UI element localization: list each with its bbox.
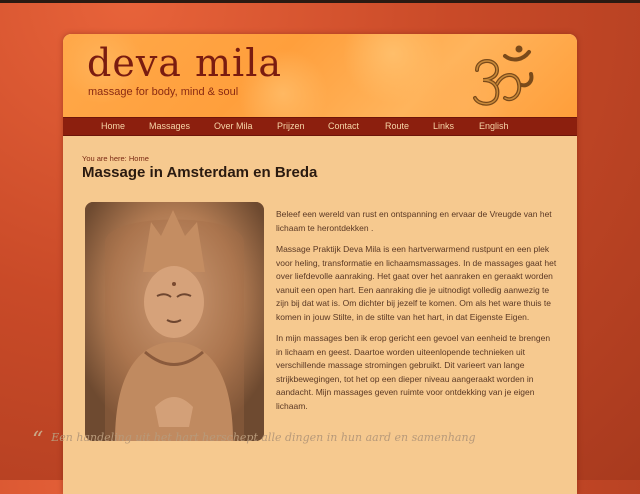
paragraph: Massage Praktijk Deva Mila is een hartverwarmend rustpunt en een plek voor heling, transformatie en lichaamsmassages. In de massages gaat het over liefdevolle aanraking. Het gaat over het aanraken en geraakt worden vanuit een open hart. Een aanraking die je uitnodigt volledig aanwezig te zijn bij dat wat is. Om dichter bij jezelf te komen. Om als het ware thuis te komen in jouw Stilte, in de stilte van het hart, in dat Eigenste Eigen. xyxy=(276,244,557,322)
quote-mark-icon: “ xyxy=(32,428,44,453)
nav-item-contact[interactable]: Contact xyxy=(328,121,360,131)
site-header xyxy=(63,34,577,117)
nav-item-english[interactable]: English xyxy=(479,121,509,131)
top-bar xyxy=(0,0,640,3)
page-title: Massage in Amsterdam en Breda xyxy=(82,164,318,181)
om-symbol-icon xyxy=(467,42,543,112)
quote xyxy=(32,428,476,453)
main-nav xyxy=(63,117,577,136)
breadcrumb-home-link[interactable]: Home xyxy=(128,154,149,163)
paragraph: In mijn massages ben ik erop gericht een gevoel van eenheid te brengen in lichaam en geest. Daartoe worden uiteenlopende technieken uit verschillende massage stromingen gebruikt. Dit varieert van lange strijkbewegingen, tot het op een dieper niveau aangeraakt worden in aandacht. Mijn massages geven ruimte voor ontdekking van je eigen lichaam. xyxy=(276,333,551,411)
site-tagline: massage for body, mind & soul xyxy=(88,86,239,98)
site-logo[interactable]: deva mila xyxy=(87,41,283,85)
nav-item-prijzen[interactable]: Prijzen xyxy=(277,121,305,131)
page-container xyxy=(63,34,577,494)
paragraph: Beleef een wereld van rust en ontspanning en ervaar de Vreugde van het lichaam te herontdekken . xyxy=(276,209,552,233)
statue-illustration xyxy=(85,202,264,441)
intro-text xyxy=(276,208,558,421)
nav-item-over-mila[interactable]: Over Mila xyxy=(214,121,253,131)
nav-item-massages[interactable]: Massages xyxy=(149,121,191,131)
breadcrumb xyxy=(82,154,149,163)
nav-item-home[interactable]: Home xyxy=(101,121,126,131)
nav-item-route[interactable]: Route xyxy=(385,121,410,131)
nav-item-links[interactable]: Links xyxy=(433,121,455,131)
buddha-statue-image xyxy=(85,202,264,441)
breadcrumb-prefix: You are here: xyxy=(82,154,127,163)
quote-text: Een handeling uit het hart herschept alle dingen in hun aard en samenhang xyxy=(51,431,476,444)
